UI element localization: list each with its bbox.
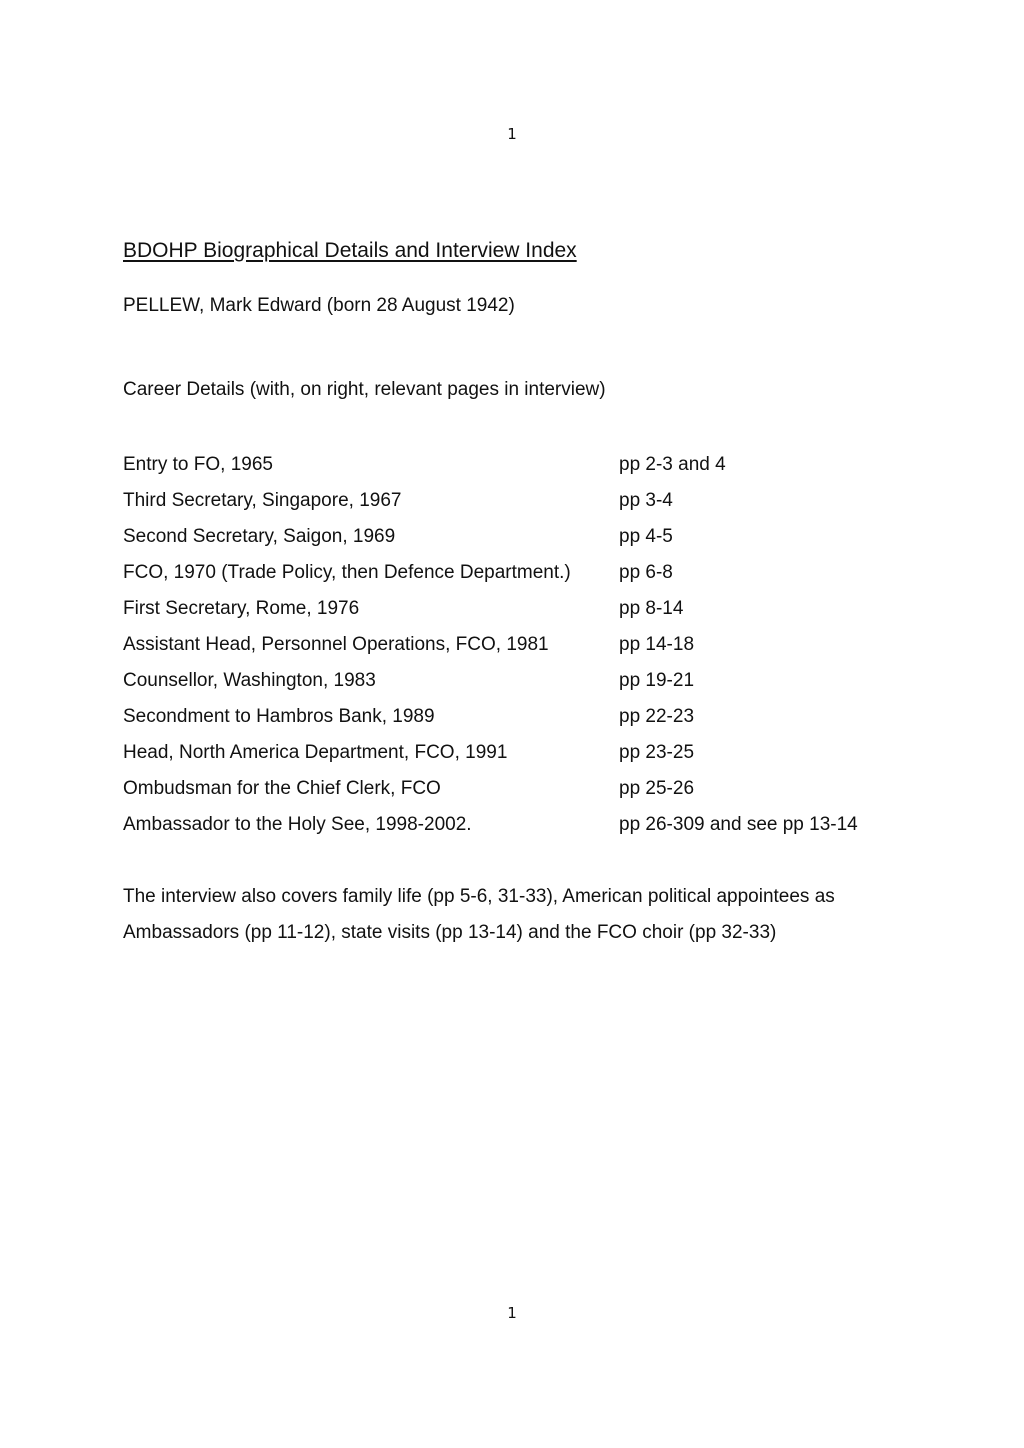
career-pages: pp 8-14 [619, 598, 684, 619]
document-title: BDOHP Biographical Details and Interview Index [123, 239, 577, 262]
career-pages: pp 6-8 [619, 562, 673, 583]
career-row [123, 447, 923, 483]
interview-notes: The interview also covers family life (pp 5-6, 31-33), American political appointees as Ambassadors (pp 11-12), state visits (pp 13-14) and the FCO choir (pp 32-33) [123, 886, 835, 943]
career-pages: pp 25-26 [619, 778, 695, 799]
career-row [123, 483, 923, 519]
page-number-top: 1 [507, 125, 517, 143]
career-pages: pp 19-21 [619, 670, 695, 691]
career-role: Second Secretary, Saigon, 1969 [123, 526, 396, 547]
career-pages: pp 22-23 [619, 706, 695, 727]
career-pages: pp 2-3 and 4 [619, 454, 726, 475]
career-role: Third Secretary, Singapore, 1967 [123, 490, 402, 511]
career-row [123, 735, 923, 771]
career-role: Assistant Head, Personnel Operations, FCO, 1981 [123, 634, 549, 655]
career-role: Entry to FO, 1965 [123, 454, 273, 475]
career-row [123, 519, 923, 555]
career-heading: Career Details (with, on right, relevant pages in interview) [123, 379, 606, 400]
career-role: Head, North America Department, FCO, 1991 [123, 742, 508, 763]
career-row [123, 699, 923, 735]
career-row [123, 627, 923, 663]
career-pages: pp 23-25 [619, 742, 695, 763]
career-role: Secondment to Hambros Bank, 1989 [123, 706, 435, 727]
subject-name: PELLEW, Mark Edward (born 28 August 1942) [123, 295, 515, 316]
career-pages: pp 4-5 [619, 526, 673, 547]
career-row [123, 591, 923, 627]
career-role: FCO, 1970 (Trade Policy, then Defence Department.) [123, 562, 571, 583]
career-list [123, 447, 923, 843]
career-role: Ambassador to the Holy See, 1998-2002. [123, 814, 472, 835]
career-row [123, 771, 923, 807]
career-row [123, 555, 923, 591]
career-role: Ombudsman for the Chief Clerk, FCO [123, 778, 441, 799]
career-row [123, 663, 923, 699]
career-pages: pp 3-4 [619, 490, 673, 511]
career-role: Counsellor, Washington, 1983 [123, 670, 376, 691]
career-role: First Secretary, Rome, 1976 [123, 598, 360, 619]
career-pages: pp 14-18 [619, 634, 695, 655]
page-number-bottom: 1 [507, 1304, 517, 1322]
document-body [123, 236, 923, 970]
career-row [123, 807, 923, 843]
career-pages: pp 26-309 and see pp 13-14 [619, 814, 858, 835]
